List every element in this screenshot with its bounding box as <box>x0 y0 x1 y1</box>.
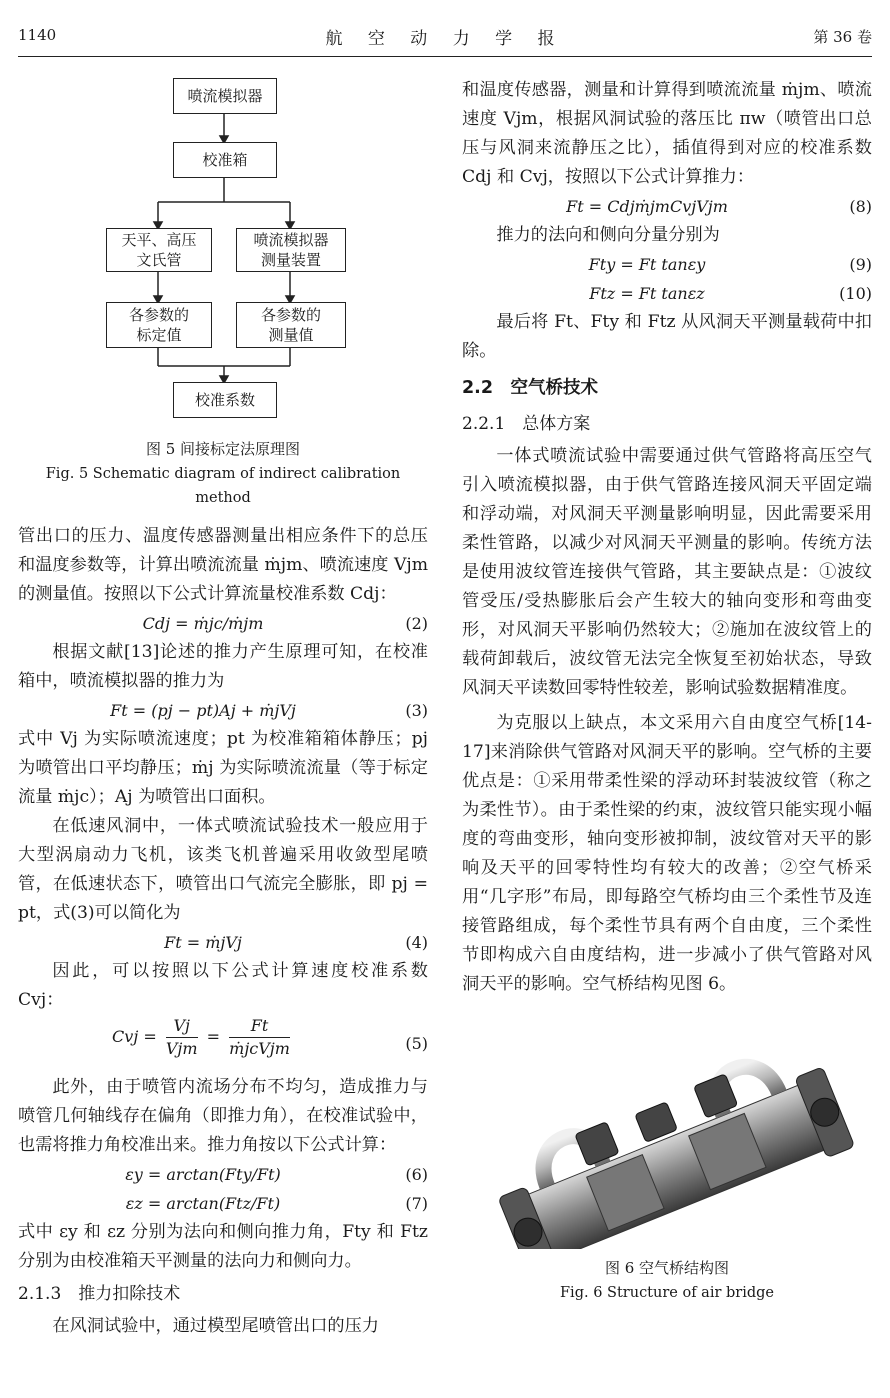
right-paragraph-2: 推力的法向和侧向分量分别为 <box>496 225 720 245</box>
left-paragraph-5: 因此，可以按照以下公式计算速度校准系数 Cvj： <box>18 961 428 1010</box>
flow-box-calibration-box: 校准箱 <box>173 142 277 178</box>
left-paragraph-4: 在低速风洞中，一体式喷流试验技术一般应用于大型涡扇动力飞机，该类飞机普遍采用收敛型尾喷管，在低速状态下，喷管出口气流完全膨胀，即 pj = pt，式(3)可以简化为 <box>18 816 428 923</box>
section-2-1-3-heading: 2.1.3 推力扣除技术 <box>18 1284 181 1304</box>
journal-name: 航 空 动 力 学 报 <box>325 29 565 49</box>
figure-6-air-bridge-render <box>462 1019 872 1249</box>
equation-5: Cvj = $\frac{Vj}{\text{Vjm}}$ = $\frac{Ft}{\text{ṁjcVjm}}$ (5) <box>112 1016 428 1058</box>
left-paragraph-6: 此外，由于喷管内流场分布不均匀，造成推力与喷管几何轴线存在偏角（即推力角），在校准试验中，也需将推力角校准出来。推力角按以下公式计算： <box>18 1077 428 1155</box>
flow-box-measured-values: 各参数的 测量值 <box>236 302 346 348</box>
page-number: 1140 <box>18 26 57 44</box>
left-column <box>18 76 428 1341</box>
equation-4: Ft = ṁjVj (4) <box>164 933 428 952</box>
equation-6: εy = arctan(Fty/Ft) (6) <box>125 1165 428 1184</box>
section-2-2-1-heading: 2.2.1 总体方案 <box>462 414 591 434</box>
figure-6-caption-en: Fig. 6 Structure of air bridge <box>560 1285 774 1301</box>
flow-box-calibrated-values: 各参数的 标定值 <box>106 302 212 348</box>
equation-7: εz = arctan(Ftz/Ft) (7) <box>125 1194 428 1213</box>
flow-box-measure-device: 喷流模拟器 测量装置 <box>236 228 346 272</box>
figure-6-caption-cn: 图 6 空气桥结构图 <box>604 1259 730 1277</box>
equation-9: Fty = Ft tanεy (9) <box>588 255 872 274</box>
left-paragraph-3: 式中 Vj 为实际喷流速度；pt 为校准箱箱体静压；pj 为喷管出口平均静压；ṁj 为实际喷流流量（等于标定流量 ṁjc）；Aj 为喷管出口面积。 <box>18 729 428 807</box>
right-paragraph-5: 为克服以上缺点，本文采用六自由度空气桥[14-17]来消除供气管路对风洞天平的影响。空气桥的主要优点是：①采用带柔性梁的浮动环封装波纹管（称之为柔性节）。由于柔性梁的约束，波纹管只能实现小幅度的弯曲变形，轴向变形被抑制，波纹管对天平的影响及天平的回零特性均有较大的改善；②空气桥采用“几字形”布局，即每路空气桥均由三个柔性节及连接管路组成，每个柔性节具有两个自由度，三个柔性节即构成六自由度结构，进一步减小了供气管路对风洞天平的影响。空气桥结构见图 6。 <box>462 713 872 994</box>
right-paragraph-1: 和温度传感器，测量和计算得到喷流流量 ṁjm、喷流速度 Vjm，根据风洞试验的落压比 πw（喷管出口总压与风洞来流静压之比），插值得到对应的校准系数 Cdj 和 Cvj，按照以下公式计算推力： <box>462 80 872 187</box>
section-2-2-heading: 2.2 空气桥技术 <box>462 378 599 398</box>
figure-5-caption-cn: 图 5 间接标定法原理图 <box>145 440 301 458</box>
right-paragraph-3: 最后将 Ft、Fty 和 Ftz 从风洞天平测量载荷中扣除。 <box>462 312 872 361</box>
flow-box-balance-venturi: 天平、高压 文氏管 <box>106 228 212 272</box>
equation-3: Ft = (pj − pt)Aj + ṁjVj (3) <box>110 701 428 720</box>
page-header <box>18 22 872 57</box>
equation-10: Ftz = Ft tanεz (10) <box>589 284 872 303</box>
equation-8: Ft = CdjṁjmCvjVjm (8) <box>566 197 872 216</box>
left-paragraph-7: 式中 εy 和 εz 分别为法向和侧向推力角，Fty 和 Ftz 分别为由校准箱天平测量的法向力和侧向力。 <box>18 1222 428 1271</box>
figure-5-flowchart <box>18 76 428 436</box>
left-paragraph-1: 管出口的压力、温度传感器测量出相应条件下的总压和温度参数等，计算出喷流流量 ṁjm、喷流速度 Vjm 的测量值。按照以下公式计算流量校准系数 Cdj： <box>18 526 428 604</box>
equation-2: Cdj = ṁjc/ṁjm (2) <box>142 614 428 633</box>
left-paragraph-2: 根据文献[13]论述的推力产生原理可知，在校准箱中，喷流模拟器的推力为 <box>18 642 428 691</box>
flow-box-coefficient: 校准系数 <box>173 382 277 418</box>
volume-label: 第 36 卷 <box>813 28 872 46</box>
right-column <box>462 76 872 1305</box>
figure-5-caption-en: Fig. 5 Schematic diagram of indirect calibration method <box>45 466 401 506</box>
flow-box-simulator: 喷流模拟器 <box>173 78 277 114</box>
right-paragraph-4: 一体式喷流试验中需要通过供气管路将高压空气引入喷流模拟器，由于供气管路连接风洞天平固定端和浮动端，对风洞天平测量影响明显，因此需要采用柔性管路，以减少对风洞天平测量的影响。传统方法是使用波纹管连接供气管路，其主要缺点是：①波纹管受压/受热膨胀后会产生较大的轴向变形和弯曲变形，对风洞天平影响仍然较大；②施加在波纹管上的载荷卸载后，波纹管无法完全恢复至初始状态，导致风洞天平读数回零特性较差，影响试验数据精准度。 <box>462 446 872 698</box>
air-bridge-illustration <box>462 1019 872 1249</box>
left-paragraph-8: 在风洞试验中，通过模型尾喷管出口的压力 <box>52 1316 379 1336</box>
